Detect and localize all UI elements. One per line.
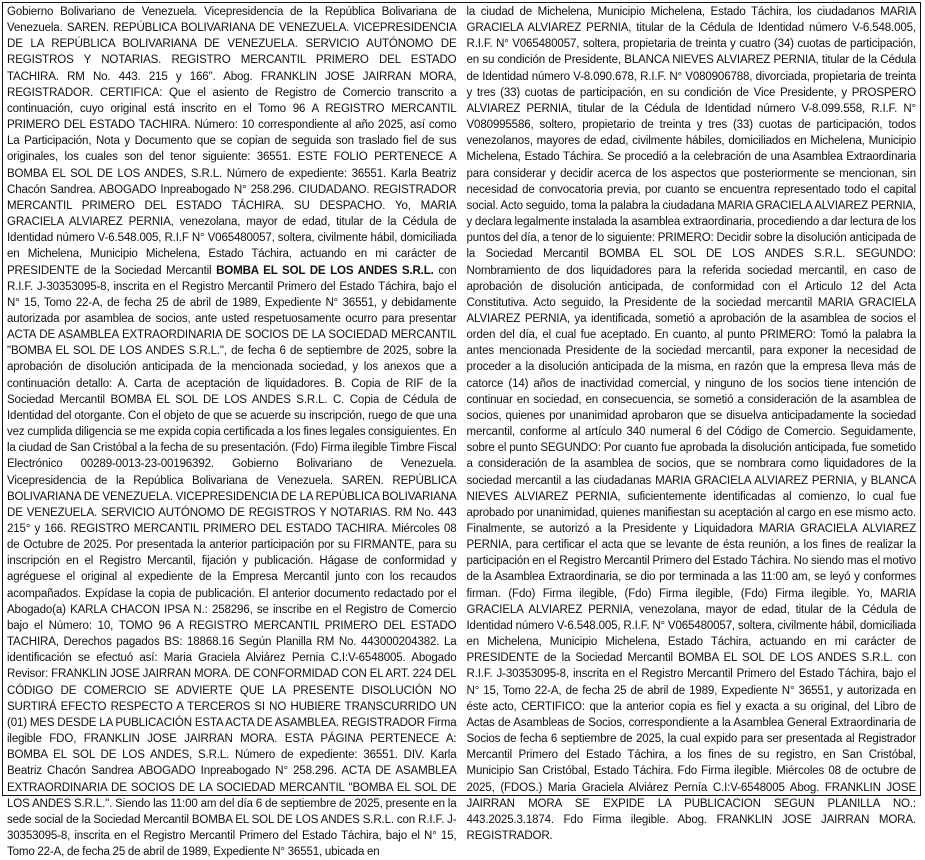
company-name-bold: BOMBA EL SOL DE LOS ANDES S.R.L. <box>216 264 434 277</box>
notice-text-body: con R.I.F. J-30353095-8, inscrita en el Registro Mercantil Primero del Estado Táchira, bajo el N° 15, Tomo 22-A, de fecha 25 de abril de 1989, Expediente N° 36551, y debidamente autorizada por asamblea de socios, ante usted respetuosamente ocurro para presentar ACTA DE ASAMBLEA EXTRAORDINARIA DE SOCIOS DE LA SOCIEDAD MERCANTIL "BOMBA EL SOL DE LOS ANDES S.R.L.", de fecha 6 de septiembre de 2025, sobre la aprobación de disolución anticipada de la mencionada sociedad, y los anexos que a continuación detallo: A. Carta de aceptación de liquidadores. B. Copia de RIF de la Sociedad Mercantil BOMBA EL SOL DE LOS ANDES S.R.L. C. Copia de Cédula de Identidad del otorgante. Con el objeto de que se acuerde su inscripción, ruego de que una vez cumplida diligencia se me expida copia certificada a los fines legales consiguientes. En la ciudad de San Cristóbal a la fecha de su presentación. (Fdo) Firma ilegible Timbre Fiscal Electrónico 00289-0013-23-00196392. Gobierno Bolivariano de Venezuela. Vicepresidencia de la República Bolivariana de Venezuela. SAREN. REPÚBLICA BOLIVARIANA DE VENEZUELA. VICEPRESIDENCIA DE LA REPÚBLICA BOLIVARIANA DE VENEZUELA. SERVICIO AUTÓNOMO DE REGISTROS Y NOTARIAS. RM No. 443 215° y 166. REGISTRO MERCANTIL PRIMERO DEL ESTADO TACHIRA. Miércoles 08 de Octubre de 2025. Por presentada la anterior participación por su FIRMANTE, para su inscripción en el Registro Mercantil, fijación y publicación. Hágase de conformidad y agréguese el original al expediente de la Empresa Mercantil junto con los recaudos acompañados. Expídase la copia de publicación. El anterior documento redactado por el Abogado(a) KARLA CHACON IPSA N.: 258296, se inscribe en el Registro de Comercio bajo el Número: 10, TOMO 96 A REGISTRO MERCANTIL PRIMERO DEL ESTADO TACHIRA, Derechos pagados BS: 18868.16 Según Planilla RM No. 443000204382. La identificación se efectuó así: Maria Graciela Alviárez Pernia C.I:V-6548005. Abogado Revisor: FRANKLIN JOSE JAIRRAN MORA. DE CONFORMIDAD CON EL ART. 224 DEL CÓDIGO DE COMERCIO SE ADVIERTE QUE LA PRESENTE DISOLUCIÓN NO SURTIRÁ EFECTO RESPECTO A TERCEROS SI NO HUBIERE TRANSCURRIDO UN (01) MES DESDE LA PUBLICACIÓN ESTA ACTA DE ASAMBLEA. REGISTRADOR Firma ilegible FDO, FRANKLIN JOSE JAIRRAN MORA. ESTA PÁGINA PERTENECE A: BOMBA EL SOL DE LOS ANDES, S.R.L. Número de expediente: 36551. DIV. Karla Beatriz Chacón Sandrea ABOGADO Inpreabogado N° 258.296. ACTA DE ASAMBLEA EXTRAORDINARIA DE SOCIOS DE LA SOCIEDAD MERCANTIL "BOMBA EL SOL DE LOS ANDES S.R.L.". Siendo las 11:00 am del día 6 de septiembre de 2025, presente en la sede social de la Sociedad Mercantil BOMBA EL SOL DE LOS ANDES S.R.L. con R.I.F. J-30353095-8, inscrita en el Registro Mercantil Primero del Estado Táchira, bajo el N° 15, Tomo 22-A, de fecha 25 de abril de 1989, Expediente N° 36551, ubicada en <box>7 264 457 859</box>
notice-text-intro: Gobierno Bolivariano de Venezuela. Vicepresidencia de la República Bolivariana de Venezuela. SAREN. REPÚBLICA BOLIVARIANA DE VENEZUELA. VICEPRESIDENCIA DE LA REPÚBLICA BOLIVARIANA DE VENEZUELA. SERVICIO AUTÓNOMO DE REGISTROS Y NOTARIAS. REGISTRO MERCANTIL PRIMERO DEL ESTADO TACHIRA. RM No. 443. 215 y 166". Abog. FRANKLIN JOSE JAIRRAN MORA, REGISTRADOR. CERTIFICA: Que el asiento de Registro de Comercio transcrito a continuación, cuyo original está inscrito en el Tomo 96 A REGISTRO MERCANTIL PRIMERO DEL ESTADO TACHIRA. Número: 10 correspondiente al año 2025, así como La Participación, Nota y Documento que se copian de seguida son traslado fiel de sus originales, los cuales son del tenor siguiente: 36551. ESTE FOLIO PERTENECE A BOMBA EL SOL DE LOS ANDES, S.R.L. Número de expediente: 36551. Karla Beatriz Chacón Sandrea. ABOGADO Inpreabogado N° 258.296. CIUDADANO. REGISTRADOR MERCANTIL PRIMERO DEL ESTADO TÁCHIRA. SU DESPACHO. Yo, MARIA GRACIELA ALVIAREZ PERNIA, venezolana, mayor de edad, titular de la Cédula de Identidad número V-6.548.005, R.I.F N° V065480057, soltera, civilmente hábil, domiciliada en Michelena, Municipio Michelena, Estado Táchira, actuando en mi carácter de PRESIDENTE de la Sociedad Mercantil <box>7 6 457 277</box>
notice-column-left <box>7 4 457 859</box>
legal-notice <box>2 2 921 859</box>
notice-paragraph <box>7 4 457 860</box>
notice-column-right <box>466 4 917 842</box>
notice-paragraph: la ciudad de Michelena, Municipio Michelena, Estado Táchira, los ciudadanos MARIA GRACIELA ALVIAREZ PERNIA, titular de la Cédula de Identidad número V-6.548.005, R.I.F. N° V065480057, soltera, propietaria de treinta y cuatro (34) cuotas de participación, en su condición de Presidente, BLANCA NIEVES ALVIAREZ PERNIA, titular de la Cédula de Identidad número V-8.090.678, R.I.F. N° V080906788, divorciada, propietaria de treinta y tres (33) cuotas de participación, en su condición de Vice Presidente, y PROSPERO ALVIAREZ PERNIA, titular de la Cédula de Identidad número V-8.099.558, R.I.F. N° V080995586, soltero, propietario de treinta y tres (33) cuotas de participación, todos venezolanos, mayores de edad, civilmente hábiles, domiciliados en Michelena, Municipio Michelena, Estado Táchira. Se procedió a la celebración de una Asamblea Extraordinaria para considerar y decidir acerca de los aspectos que posteriormente se mencionan, sin necesidad de convocatoria previa, por cuanto se encuentra representado todo el capital social. Acto seguido, toma la palabra la ciudadana MARIA GRACIELA ALVIAREZ PERNIA, y declara legalmente instalada la asamblea extraordinaria, procediendo a dar lectura de los puntos del día, a tenor de lo siguiente: PRIMERO: Decidir sobre la disolución anticipada de la Sociedad Mercantil BOMBA EL SOL DE LOS ANDES S.R.L. SEGUNDO: Nombramiento de dos liquidadores para la referida sociedad mercantil, en caso de aprobación de disolución anticipada, de conformidad con el Articulo 12 del Acta Constitutiva. Acto seguido, la Presidente de la sociedad mercantil MARIA GRACIELA ALVIAREZ PERNIA, ya identificada, sometió a aprobación de la asamblea de socios el orden del día, el cual fue aceptado. En cuanto, al punto PRIMERO: Tomó la palabra la antes mencionada Presidente de la sociedad mercantil, para exponer la necesidad de proceder a la disolución anticipada de la misma, en razón que la empresa lleva más de catorce (14) años de inactividad comercial, y ninguno de los socios tiene intención de continuar en sociedad, en consecuencia, se sometió a consideración de la asamblea de socios, quienes por unanimidad aprobaron que se disuelva anticipadamente la sociedad mercantil, conforme al artículo 340 numeral 6 del Código de Comercio. Seguidamente, sobre el punto SEGUNDO: Por cuanto fue aprobada la disolución anticipada, fue sometido a consideración de la asamblea de socios, que se nombrara como liquidadores de la sociedad mercantil a las ciudadanas MARIA GRACIELA ALVIAREZ PERNIA, y BLANCA NIEVES ALVIAREZ PERNIA, suficientemente identificadas al comienzo, lo cual fue aprobado por unanimidad, quienes manifiestan su aceptación al cargo en ese mismo acto. Finalmente, se autorizó a la Presidente y Liquidadora MARIA GRACIELA ALVIAREZ PERNIA, para certificar el acta que se levante de ésta reunión, a los fines de realizar la participación en el Registro Mercantil Primero del Estado Táchira. No siendo mas el motivo de la Asamblea Extraordinaria, se dio por terminada a las 11:00 am, se leyó y conformes firman. (Fdo) Firma ilegible, (Fdo) Firma ilegible, (Fdo) Firma ilegible. Yo, MARIA GRACIELA ALVIAREZ PERNIA, venezolana, mayor de edad, titular de la Cédula de Identidad número V-6.548.005, R.I.F. N° V065480057, soltera, civilmente hábil, domiciliada en Michelena, Municipio Michelena, Estado Táchira, actuando en mi carácter de PRESIDENTE de la Sociedad Mercantil BOMBA EL SOL DE LOS ANDES S.R.L. con R.I.F. J-30353095-8, inscrita en el Registro Mercantil Primero del Estado Táchira, bajo el N° 15, Tomo 22-A, de fecha 25 de abril de 1989, Expediente N° 36551, y autorizada en éste acto, CERTIFICO: que la anterior copia es fiel y exacta a su original, del Libro de Actas de Asambleas de Socios, correspondiente a la Asamblea General Extraordinaria de Socios de fecha 6 septiembre de 2025, la cual expido para ser presentada al Registrador Mercantil Primero del Estado Táchira, a los fines de su registro, en San Cristóbal, Municipio San Cristóbal, Estado Táchira. Fdo Firma ilegible. Miércoles 08 de octubre de 2025, (FDOS.) Maria Graciela Alviárez Pernía C.I:V-6548005 Abog. FRANKLIN JOSE JAIRRAN MORA SE EXPIDE LA PUBLICACION SEGUN PLANILLA NO.: 443.2025.3.1874. Fdo Firma ilegible. Abog. FRANKLIN JOSE JAIRRAN MORA. REGISTRADOR. <box>466 6 916 842</box>
